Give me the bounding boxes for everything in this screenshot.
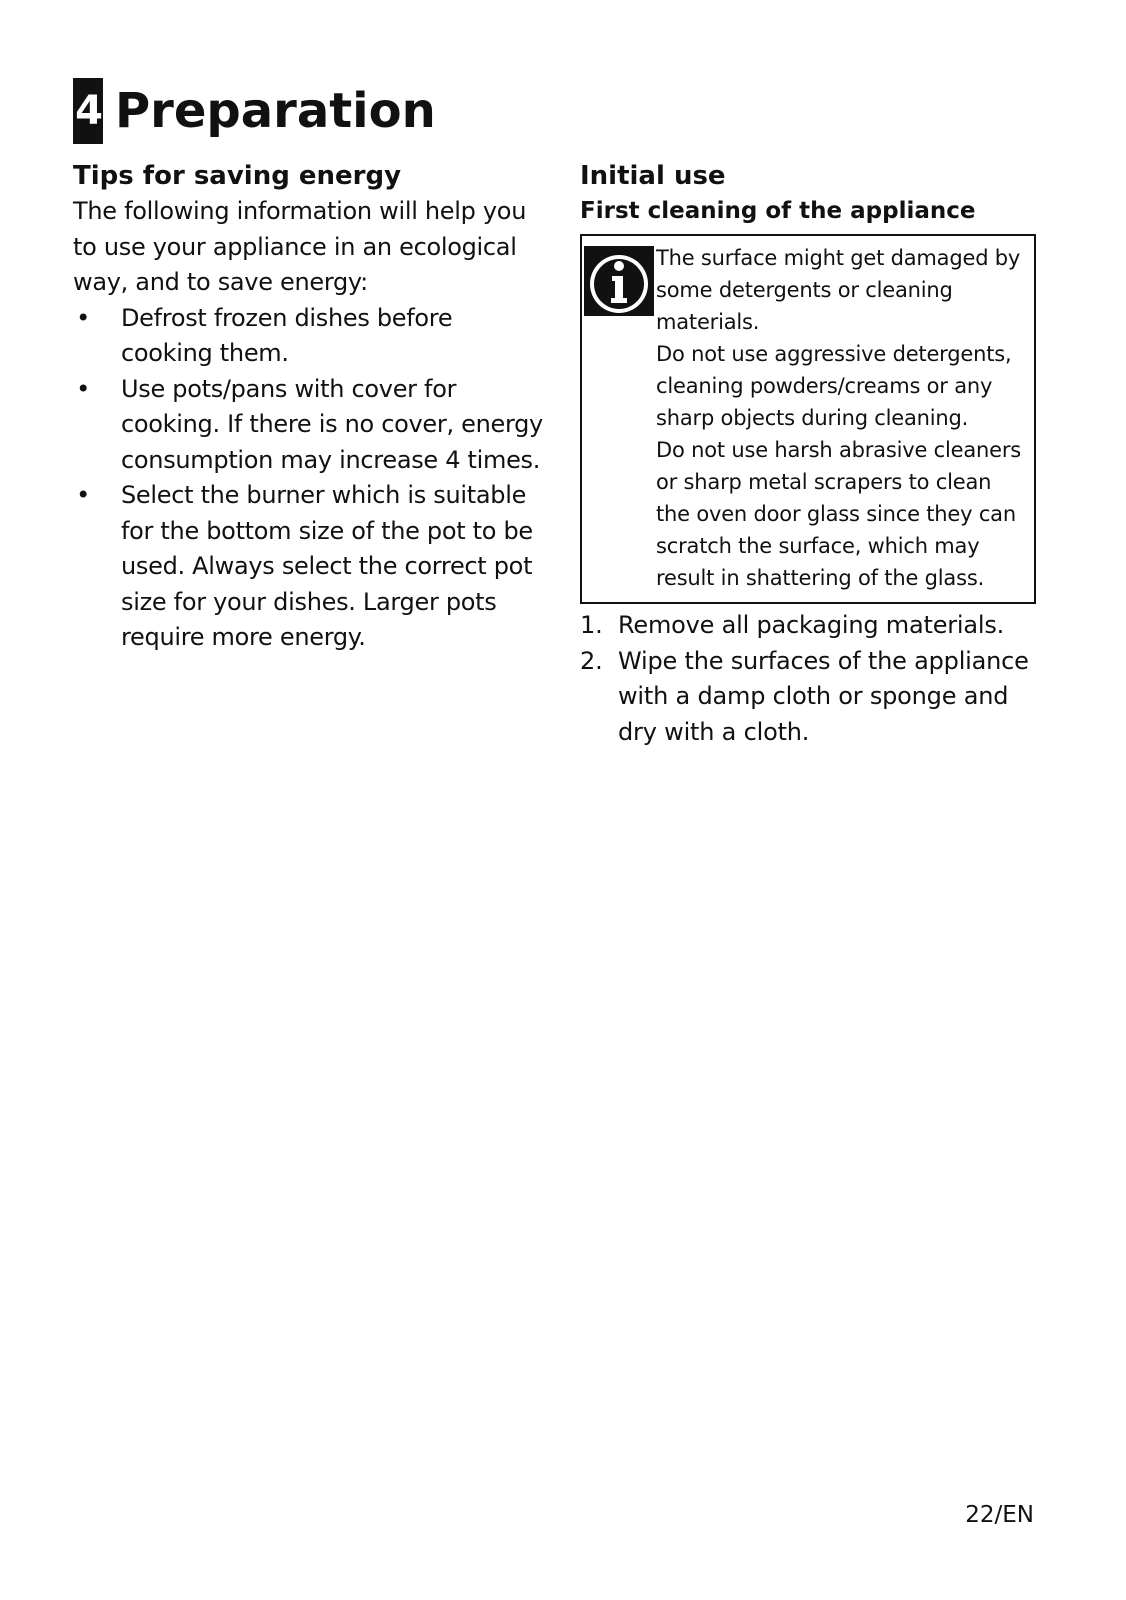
- first-cleaning-subheading: First cleaning of the appliance: [580, 198, 976, 224]
- chapter-heading: [73, 78, 436, 144]
- chapter-title: Preparation: [115, 83, 436, 139]
- list-item-text: Select the burner which is suitable for the bottom size of the pot to be used. Always select the correct pot size for your dishes. Larger pots require more energy.: [121, 481, 533, 651]
- list-item: [580, 608, 1050, 644]
- info-icon: [584, 246, 654, 316]
- info-notice-box: [580, 234, 1036, 604]
- initial-use-heading: Initial use: [580, 161, 726, 191]
- right-column: [580, 158, 1050, 750]
- bullet-icon: •: [76, 303, 90, 332]
- chapter-number: 4: [73, 78, 103, 144]
- list-item-text: Use pots/pans with cover for cooking. If there is no cover, energy consumption may increase 4 times.: [121, 374, 543, 474]
- list-item: [580, 644, 1050, 751]
- notice-paragraph: The surface might get damaged by some detergents or cleaning materials.: [656, 246, 1021, 334]
- notice-paragraph: Do not use aggressive detergents, cleaning powders/creams or any sharp objects during cleaning.: [656, 342, 1012, 430]
- bullet-icon: •: [76, 481, 90, 509]
- energy-tips-intro: The following information will help you to use your appliance in an ecological way, and to save energy:: [73, 197, 527, 296]
- page-number: 22/EN: [965, 1502, 1034, 1528]
- bullet-icon: •: [76, 374, 90, 403]
- step-number: 2.: [580, 646, 603, 675]
- step-text: Remove all packaging materials.: [618, 611, 1005, 639]
- list-item: [73, 478, 543, 656]
- step-number: 1.: [580, 611, 603, 639]
- left-column: [73, 158, 543, 656]
- step-text: Wipe the surfaces of the appliance with a damp cloth or sponge and dry with a cloth.: [618, 646, 1029, 746]
- list-item: [73, 372, 543, 479]
- cleaning-steps-list: [580, 608, 1050, 750]
- energy-tips-list: [73, 301, 543, 656]
- list-item-text: Defrost frozen dishes before cooking them.: [121, 303, 453, 367]
- energy-tips-heading: Tips for saving energy: [73, 161, 402, 191]
- list-item: [73, 301, 543, 372]
- notice-paragraph: Do not use harsh abrasive cleaners or sharp metal scrapers to clean the oven door glass since they can scratch the surface, which may result in shattering of the glass.: [656, 438, 1022, 590]
